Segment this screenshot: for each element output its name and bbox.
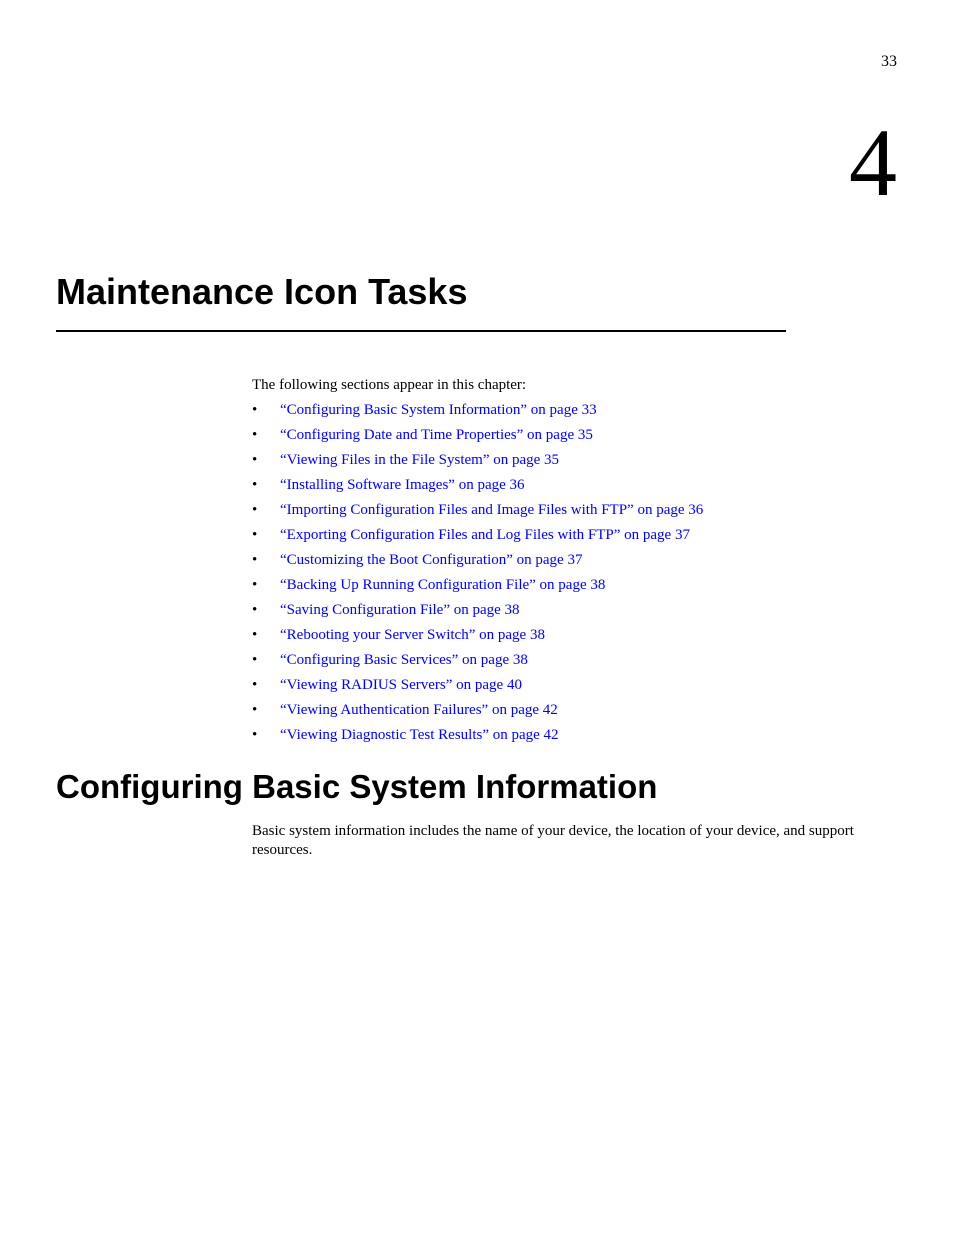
toc-item <box>252 600 892 625</box>
bullet-icon: • <box>252 402 258 418</box>
bullet-icon: • <box>252 427 258 443</box>
chapter-title: Maintenance Icon Tasks <box>56 271 468 312</box>
toc-link-configuring-basic-system-information[interactable]: “Configuring Basic System Information” on page 33 <box>280 402 597 418</box>
bullet-icon: • <box>252 652 258 668</box>
toc-item <box>252 475 892 500</box>
toc-item <box>252 450 892 475</box>
bullet-icon: • <box>252 677 258 693</box>
toc-item <box>252 650 892 675</box>
bullet-icon: • <box>252 477 258 493</box>
bullet-icon: • <box>252 602 258 618</box>
section-title: Configuring Basic System Information <box>56 768 658 805</box>
toc-link-backing-up-running-configuration[interactable]: “Backing Up Running Configuration File” on page 38 <box>280 577 606 593</box>
bullet-icon: • <box>252 627 258 643</box>
toc-link-viewing-diagnostic-test-results[interactable]: “Viewing Diagnostic Test Results” on page 42 <box>280 727 559 743</box>
toc-item <box>252 675 892 700</box>
toc-item <box>252 725 892 750</box>
bullet-icon: • <box>252 527 258 543</box>
toc-link-configuring-basic-services[interactable]: “Configuring Basic Services” on page 38 <box>280 652 528 668</box>
bullet-icon: • <box>252 452 258 468</box>
toc-link-rebooting-server-switch[interactable]: “Rebooting your Server Switch” on page 38 <box>280 627 545 643</box>
toc-list <box>252 400 892 750</box>
chapter-number: 4 <box>849 109 897 216</box>
intro-text: The following sections appear in this chapter: <box>252 377 527 393</box>
bullet-icon: • <box>252 702 258 718</box>
toc-link-viewing-authentication-failures[interactable]: “Viewing Authentication Failures” on page 42 <box>280 702 558 718</box>
toc-item <box>252 425 892 450</box>
toc-item <box>252 550 892 575</box>
section-body: Basic system information includes the name of your device, the location of your device, and support resources. <box>252 823 854 858</box>
toc-item <box>252 575 892 600</box>
toc-link-viewing-files[interactable]: “Viewing Files in the File System” on page 35 <box>280 452 560 468</box>
toc-link-customizing-boot-configuration[interactable]: “Customizing the Boot Configuration” on page 37 <box>280 552 583 568</box>
bullet-icon: • <box>252 577 258 593</box>
toc-link-saving-configuration-file[interactable]: “Saving Configuration File” on page 38 <box>280 602 520 618</box>
bullet-icon: • <box>252 502 258 518</box>
toc-link-viewing-radius-servers[interactable]: “Viewing RADIUS Servers” on page 40 <box>280 677 522 693</box>
toc-link-configuring-date-and-time[interactable]: “Configuring Date and Time Properties” on page 35 <box>280 427 593 443</box>
toc-item <box>252 700 892 725</box>
toc-link-importing-configuration-files[interactable]: “Importing Configuration Files and Image Files with FTP” on page 36 <box>280 502 704 518</box>
bullet-icon: • <box>252 552 258 568</box>
title-rule <box>56 330 786 332</box>
toc-item <box>252 625 892 650</box>
bullet-icon: • <box>252 727 258 743</box>
toc-item <box>252 400 892 425</box>
toc-link-installing-software-images[interactable]: “Installing Software Images” on page 36 <box>280 477 525 493</box>
toc-item <box>252 500 892 525</box>
toc-link-exporting-configuration-files[interactable]: “Exporting Configuration Files and Log Files with FTP” on page 37 <box>280 527 690 543</box>
page-number: 33 <box>881 53 897 70</box>
toc-item <box>252 525 892 550</box>
